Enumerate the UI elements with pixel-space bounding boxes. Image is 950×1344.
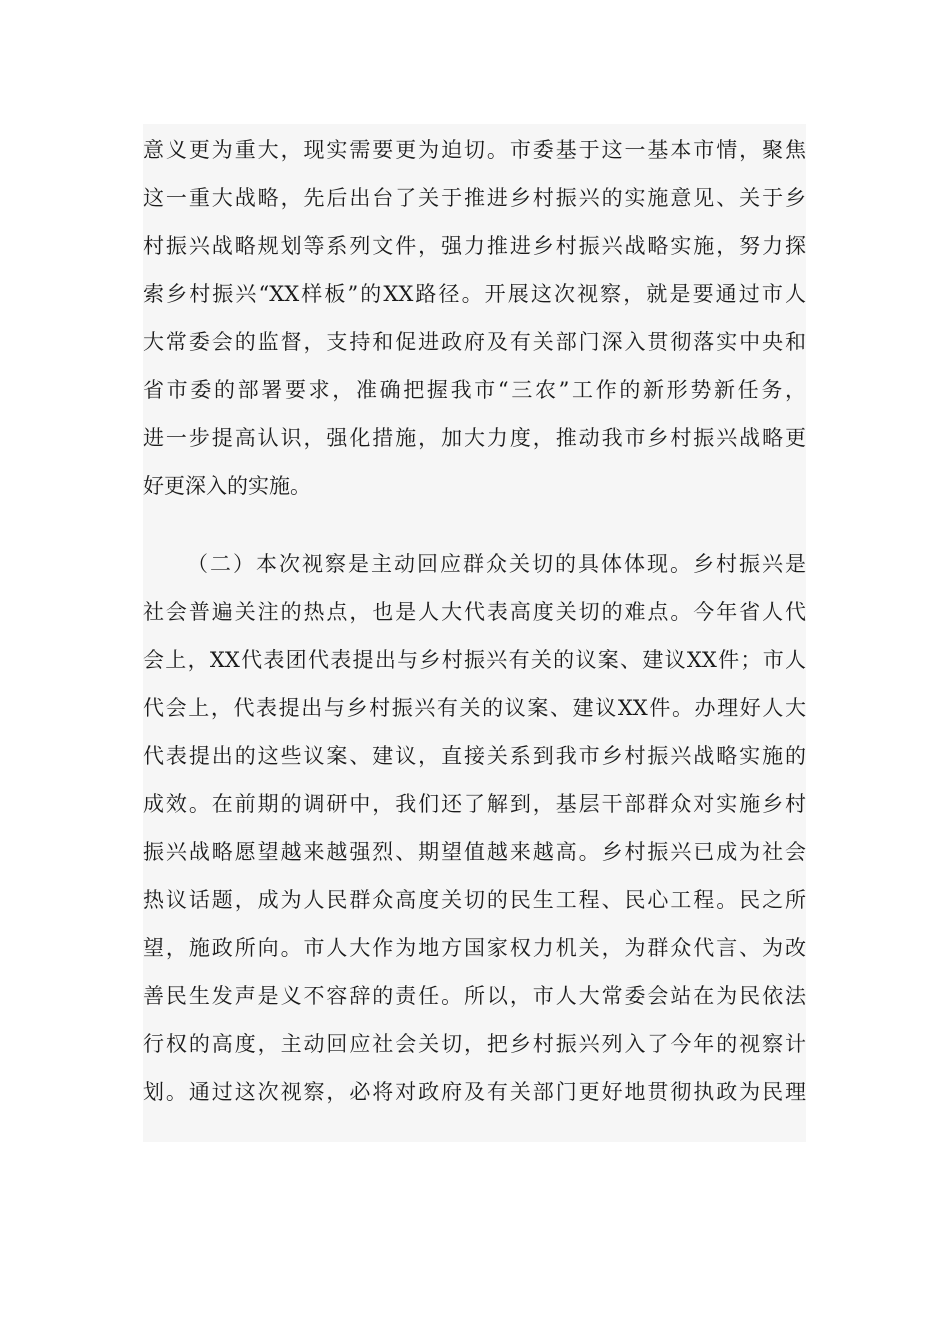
paragraph-1-line-8: 好更深入的实施。 [143, 474, 311, 498]
paragraph-2-line-1: （二）本次视察是主动回应群众关切的具体体现。乡村振兴是 [187, 552, 806, 576]
paragraph-2-line-3: 会上，XX代表团代表提出与乡村振兴有关的议案、建议XX件；市人 [143, 648, 806, 672]
paragraph-1-line-5: 大常委会的监督，支持和促进政府及有关部门深入贯彻落实中央和 [143, 330, 806, 354]
paragraph-1-line-7: 进一步提高认识，强化措施，加大力度，推动我市乡村振兴战略更 [143, 426, 806, 450]
paragraph-2-line-7: 振兴战略愿望越来越强烈、期望值越来越高。乡村振兴已成为社会 [143, 840, 806, 864]
paragraph-1-line-2: 这一重大战略，先后出台了关于推进乡村振兴的实施意见、关于乡 [143, 186, 806, 210]
paragraph-2-line-4: 代会上，代表提出与乡村振兴有关的议案、建议XX件。办理好人大 [143, 696, 806, 720]
paragraph-2-line-5: 代表提出的这些议案、建议，直接关系到我市乡村振兴战略实施的 [143, 744, 806, 768]
paragraph-2-line-12: 划。通过这次视察，必将对政府及有关部门更好地贯彻执政为民理 [143, 1080, 806, 1104]
paragraph-2-line-8: 热议话题，成为人民群众高度关切的民生工程、民心工程。民之所 [143, 888, 806, 912]
paragraph-1-line-6: 省市委的部署要求，准确把握我市“三农”工作的新形势新任务， [143, 378, 806, 402]
paragraph-2-line-2: 社会普遍关注的热点，也是人大代表高度关切的难点。今年省人代 [143, 600, 806, 624]
paragraph-2-line-9: 望，施政所向。市人大作为地方国家权力机关，为群众代言、为改 [143, 936, 806, 960]
paragraph-1-line-1: 意义更为重大，现实需要更为迫切。市委基于这一基本市情，聚焦 [143, 138, 806, 162]
paragraph-1-line-3: 村振兴战略规划等系列文件，强力推进乡村振兴战略实施，努力探 [143, 234, 806, 258]
paragraph-1-line-4: 索乡村振兴“XX样板”的XX路径。开展这次视察，就是要通过市人 [143, 282, 806, 306]
paragraph-2-line-10: 善民生发声是义不容辞的责任。所以，市人大常委会站在为民依法 [143, 984, 806, 1008]
paragraph-2-line-11: 行权的高度，主动回应社会关切，把乡村振兴列入了今年的视察计 [143, 1032, 806, 1056]
paragraph-2-line-6: 成效。在前期的调研中，我们还了解到，基层干部群众对实施乡村 [143, 792, 806, 816]
